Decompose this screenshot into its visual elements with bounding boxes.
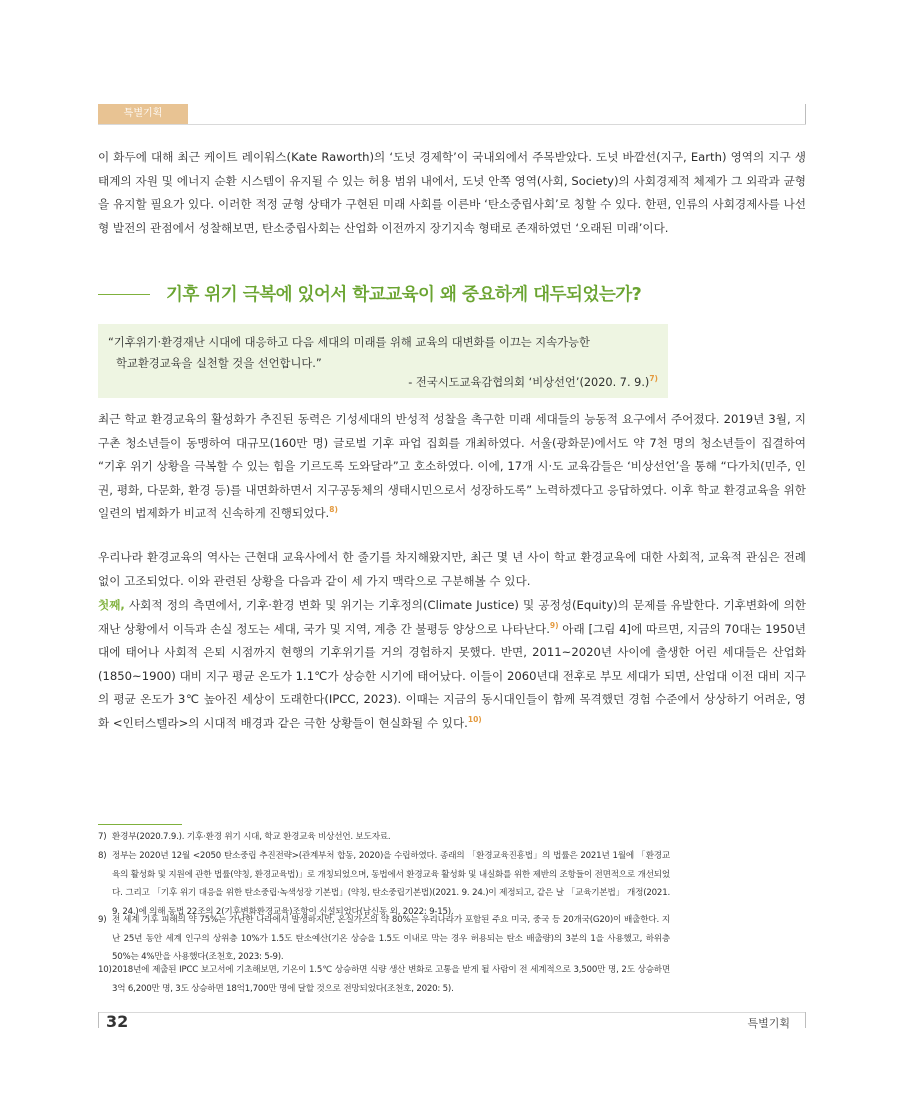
footer-rule-right-tick	[805, 1012, 806, 1028]
paragraph-first-context	[98, 594, 806, 736]
footnote-10	[98, 961, 670, 998]
footnote-rule	[98, 824, 182, 825]
footer-rule-left-tick	[98, 1012, 99, 1028]
footnote-ref-8[interactable]: 8)	[329, 505, 338, 515]
header-rule	[98, 124, 806, 125]
footnote-text: 정부는 2020년 12월 <2050 탄소중립 추진전략>(관계부처 합동, 2020)을 수립하였다. 종래의 「환경교육진흥법」의 법률은 2021년 1월에 「환경교육의 활성화 및 지원에 관한 법률(약칭, 환경교육법)」로 개칭되었으며, 동법에서 환경교육 활성화 및 내실화를 위한 제반의 조항들이 전면적으로 개선되었다. 그리고 「기후 위기 대응을 위한 탄소중립·녹색성장 기본법」(약칭, 탄소중립기본법)(2021. 9. 24.)이 제정되고, 같은 날 「교육기본법」 개정(2021. 9. 24.)에 의해 동법 22조의 2(기후변화환경교육)조항이 신설되었다(남신동 외, 2022: 9-15).	[112, 851, 670, 917]
footnote-7	[98, 828, 670, 847]
paragraph-climate-strike	[98, 408, 806, 526]
footnote-number: 7)	[98, 832, 107, 842]
intro-paragraph: 이 화두에 대해 최근 케이트 레이워스(Kate Raworth)의 ‘도넛 경제학’이 국내외에서 주목받았다. 도넛 바깥선(지구, Earth) 영역의 지구 생태계의 자원 및 에너지 순환 시스템이 유지될 수 있는 허용 범위 내에서, 도넛 안쪽 영역(사회, Society)의 사회경제적 체제가 그 외곽과 균형을 유지할 필요가 있다. 이러한 적정 균형 상태가 구현된 미래 사회를 이른바 ‘탄소중립사회’로 칭할 수 있다. 한편, 인류의 사회경제사를 나선형 발전의 관점에서 성찰해보면, 탄소중립사회는 산업화 이전까지 장기지속 형태로 존재하였던 ‘오래된 미래’이다.	[98, 150, 806, 235]
footnote-8	[98, 847, 670, 921]
paragraph-history: 우리나라 환경교육의 역사는 근현대 교육사에서 한 줄기를 차지해왔지만, 최근 몇 년 사이 학교 환경교육에 대한 사회적, 교육적 관심은 전례 없이 고조되었다. 이와 관련된 상황을 다음과 같이 세 가지 맥락으로 구분해볼 수 있다.	[98, 550, 806, 588]
footnote-number: 9)	[98, 915, 107, 925]
footnote-ref-10[interactable]: 10)	[467, 715, 482, 725]
quote-source	[408, 374, 658, 390]
footer-rule	[98, 1012, 806, 1013]
footer-section-label: 특별기획	[747, 1017, 790, 1030]
page-number: 32	[106, 1012, 129, 1031]
footnote-number: 8)	[98, 851, 107, 861]
footnote-text: 2018년에 제출된 IPCC 보고서에 기초해보면, 기온이 1.5℃ 상승하면 식량 생산 변화로 고통을 받게 될 사람이 전 세계적으로 3,500만 명, 2도 상승하면 3억 6,200만 명, 3도 상승하면 18억1,700만 명에 달할 것으로 전망되었다(조천호, 2020: 5).	[112, 965, 670, 994]
footnote-text: 전 세계 기후 피해의 약 75%는 가난한 나라에서 발생하지만, 온실가스의 약 80%는 우리나라가 포함된 주요 미국, 중국 등 20개국(G20)이 배출한다. 지난 25년 동안 세계 인구의 상위층 10%가 1.5도 탄소예산(기온 상승을 1.5도 이내로 막는 경우 허용되는 탄소 배출량)의 3분의 1을 사용했고, 하위층 50%는 4%만을 사용했다(조천호, 2023: 5-9).	[112, 915, 670, 962]
footnote-text: 환경부(2020.7.9.). 기후·환경 위기 시대, 학교 환경교육 비상선언. 보도자료.	[112, 832, 391, 842]
paragraph-text-part-1: 사회적 정의 측면에서, 기후·환경 변화 및 위기는 기후정의(Climate Justice) 및 공정성(Equity)의 문제를 유발한다. 기후변화에 의한 재난 상황에서 이득과 손실 정도는 세대, 국가 및 지역, 계층 간 불평등 양상으로 나타난다.	[98, 598, 806, 636]
section-tag: 특별기획	[98, 104, 188, 124]
paragraph-text: 최근 학교 환경교육의 활성화가 추진된 동력은 기성세대의 반성적 성찰을 촉구한 미래 세대들의 능동적 요구에서 주어졌다. 2019년 3월, 지구촌 청소년들이 동맹하여 대규모(160만 명) 글로벌 기후 파업 집회를 개최하였다. 서울(광화문)에서도 약 7천 명의 청소년들이 집결하여 “기후 위기 상황을 극복할 수 있는 힘을 기르도록 도와달라”고 호소하였다. 이에, 17개 시·도 교육감들은 ‘비상선언’을 통해 “다가치(민주, 인권, 평화, 다문화, 환경 등)를 내면화하면서 지구공동체의 생태시민으로서 성장하도록” 노력하겠다고 응답하였다. 이후 학교 환경교육을 위한 일련의 법제화가 비교적 신속하게 진행되었다.	[98, 412, 806, 521]
header-rule-tick	[805, 104, 806, 124]
heading-decoration-line	[98, 294, 150, 295]
quote-source-text: - 전국시도교육감협의회 ‘비상선언’(2020. 7. 9.)	[408, 376, 650, 389]
section-heading: 기후 위기 극복에 있어서 학교교육이 왜 중요하게 대두되었는가?	[166, 285, 642, 305]
quote-box	[98, 324, 668, 398]
quote-line-1: “기후위기·환경재난 시대에 대응하고 다음 세대의 미래를 위해 교육의 대변화를 이끄는 지속가능한	[108, 336, 590, 349]
footnote-ref-7[interactable]: 7)	[649, 374, 658, 384]
lead-word: 첫째,	[98, 598, 125, 612]
paragraph-text-part-2: 아래 [그림 4]에 따르면, 지금의 70대는 1950년대에 태어나 사회적 은퇴 시점까지 현행의 기후위기를 거의 경험하지 못했다. 반면, 2011~2020년 사이에 출생한 어린 세대들은 산업화(1850~1900) 대비 지구 평균 온도가 1.1℃가 상승한 시기에 태어났다. 이들이 2060년대 전후로 부모 세대가 되면, 산업대 이전 대비 지구의 평균 온도가 3℃ 높아진 세상이 도래한다(IPCC, 2023). 이때는 지금의 동시대인들이 함께 목격했던 경험 수준에서 상상하기 어려운, 영화 <인터스텔라>의 시대적 배경과 같은 극한 상황들이 현실화될 수 있다.	[98, 621, 807, 730]
quote-text	[108, 332, 658, 374]
footnote-9	[98, 911, 670, 967]
quote-line-2: 학교환경교육을 실천할 것을 선언합니다.”	[116, 357, 322, 370]
footnote-number: 10)	[98, 965, 112, 975]
footnote-ref-9[interactable]: 9)	[549, 620, 559, 630]
